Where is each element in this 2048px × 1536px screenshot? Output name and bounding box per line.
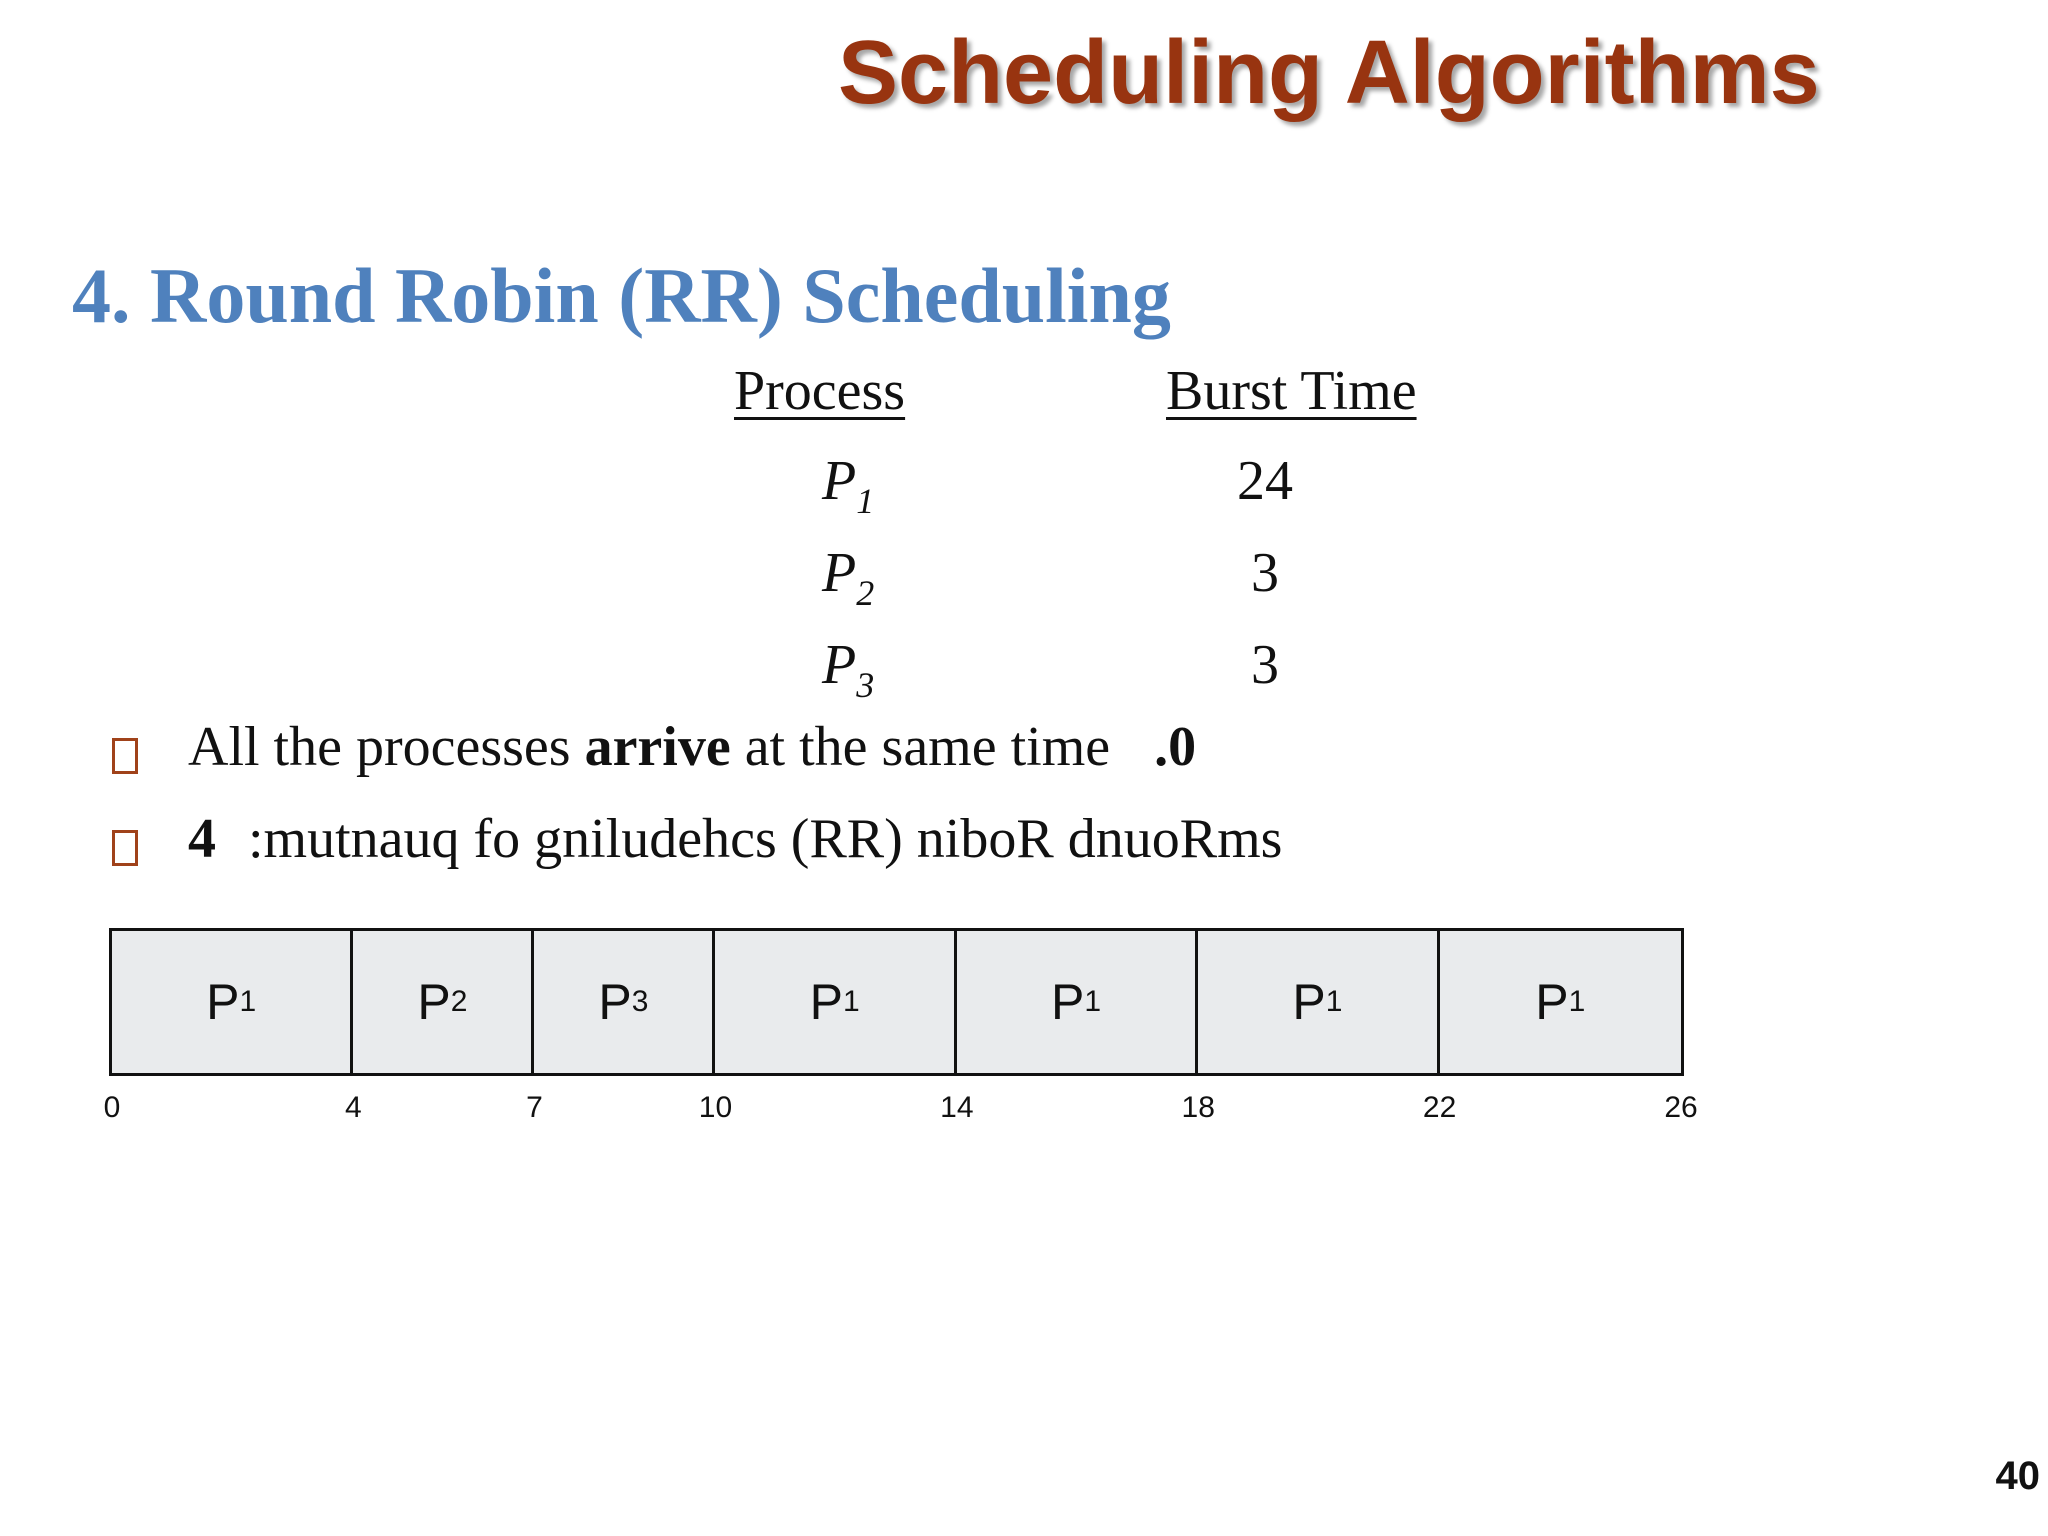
gantt-chart <box>109 928 1684 1076</box>
gantt-block-label: P <box>206 974 240 1030</box>
gantt-tick-label: 22 <box>1422 1091 1457 1124</box>
burst-time-value: 3 <box>1251 634 1279 696</box>
bullet-text-arrival: All the processes arrive at the same time .0 <box>188 716 1197 778</box>
gantt-tick-label: 26 <box>1664 1091 1698 1124</box>
gantt-block-subscript: 1 <box>239 985 257 1018</box>
gantt-block-label: P <box>598 974 632 1030</box>
gantt-block-label: P <box>417 974 451 1030</box>
gantt-block-label: P <box>809 974 843 1030</box>
gantt-block-subscript: 1 <box>1325 985 1343 1018</box>
bullet-box-icon <box>112 830 138 866</box>
gantt-tick-label: 7 <box>526 1091 543 1124</box>
process-column-header: Process <box>734 360 906 422</box>
gantt-tick-label: 4 <box>345 1091 362 1124</box>
burst-time-value: 3 <box>1251 542 1279 604</box>
gantt-tick-label: 0 <box>103 1091 121 1124</box>
bullet-text-quantum: 4 :mutnauq fo gniludehcs (RR) niboR dnuoRms <box>188 808 1283 870</box>
section-heading: 4. Round Robin (RR) Scheduling <box>72 252 1171 339</box>
burst-time-value: 24 <box>1237 450 1293 512</box>
gantt-block-subscript: 1 <box>842 985 860 1018</box>
gantt-block-label: P <box>1535 974 1569 1030</box>
gantt-block-label: P <box>1051 974 1085 1030</box>
gantt-block <box>1198 931 1439 1073</box>
gantt-block <box>957 931 1198 1073</box>
page-number: 40 <box>1995 1454 2040 1498</box>
gantt-block <box>112 931 353 1073</box>
gantt-block-label: P <box>1292 974 1326 1030</box>
gantt-tick-label: 18 <box>1181 1091 1215 1124</box>
process-name: $P_2$ <box>822 542 875 613</box>
gantt-block-subscript: 1 <box>1568 985 1586 1018</box>
burst-time-column-header: Burst Time <box>1166 360 1417 422</box>
gantt-tick-label: 14 <box>940 1091 974 1124</box>
bullet-box-icon <box>112 738 138 774</box>
gantt-block-subscript: 3 <box>631 985 649 1018</box>
gantt-block <box>534 931 715 1073</box>
gantt-block <box>353 931 534 1073</box>
gantt-block-subscript: 2 <box>450 985 468 1018</box>
slide-title: Scheduling Algorithms <box>838 23 1820 123</box>
gantt-block-subscript: 1 <box>1084 985 1102 1018</box>
gantt-block <box>715 931 956 1073</box>
gantt-block <box>1440 931 1681 1073</box>
gantt-tick-label: 10 <box>698 1091 733 1124</box>
process-name: $P_1$ <box>822 450 875 521</box>
process-name: $P_3$ <box>822 634 875 705</box>
